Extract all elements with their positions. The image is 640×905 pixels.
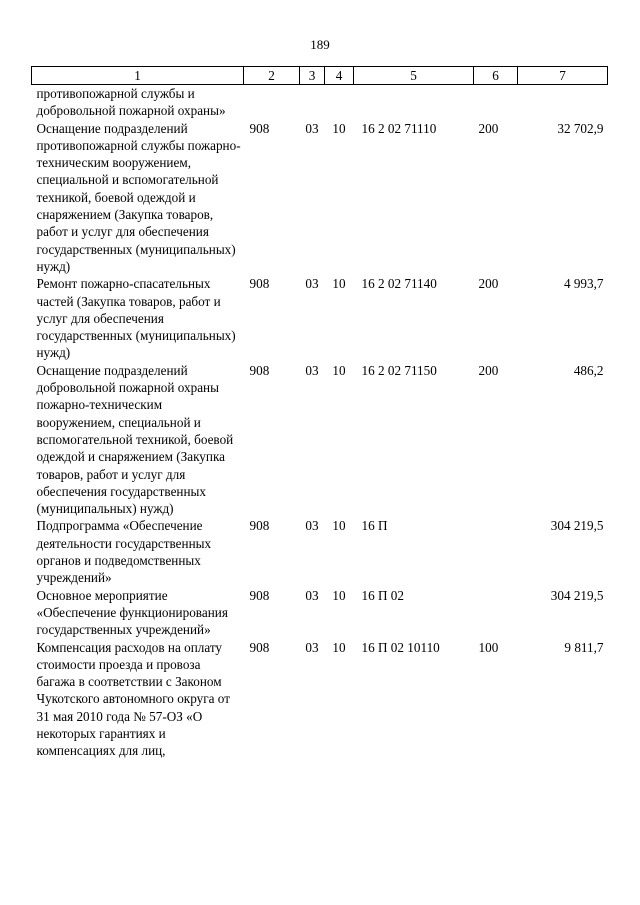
row-sum: 304 219,5 bbox=[550, 518, 604, 534]
column-header-6: 6 bbox=[474, 67, 518, 85]
table-row bbox=[32, 362, 608, 518]
row-sum: 32 702,9 bbox=[557, 120, 604, 136]
table-row bbox=[32, 85, 608, 120]
column-header-4: 4 bbox=[325, 67, 354, 85]
column-header-7: 7 bbox=[518, 67, 608, 85]
row-pr: 10 bbox=[332, 639, 346, 655]
row-vr bbox=[474, 85, 518, 120]
row-ved: 908 bbox=[249, 587, 270, 603]
row-csr: 16 2 02 71140 bbox=[361, 276, 437, 292]
row-rz: 03 bbox=[305, 120, 319, 136]
budget-table bbox=[31, 66, 608, 760]
row-name: противопожарной службы и добровольной пожарной охраны» bbox=[36, 86, 226, 119]
table-row bbox=[32, 275, 608, 361]
table-header-row bbox=[32, 67, 608, 85]
row-vr: 200 bbox=[478, 362, 499, 378]
row-name: Оснащение подразделений добровольной пожарной охраны пожарно-техническим вооружением, специальной и вспомогательной техникой, боевой одеждой и снаряжением (Закупка товаров, работ и услуг для обеспечения государственных (муниципальных) нужд) bbox=[36, 362, 234, 517]
row-csr: 16 2 02 71110 bbox=[361, 120, 437, 136]
table-row bbox=[32, 517, 608, 586]
row-name: Оснащение подразделений противопожарной службы пожарно-техническим вооружением, специальной и вспомогательной техникой, боевой одеждой и снаряжением (Закупка товаров, работ и услуг для обеспечения государственных (муниципальных) нужд) bbox=[36, 120, 241, 274]
table-row bbox=[32, 639, 608, 760]
column-header-2: 2 bbox=[244, 67, 300, 85]
column-header-5: 5 bbox=[354, 67, 474, 85]
page-number: 189 bbox=[310, 37, 330, 52]
row-name: Подпрограмма «Обеспечение деятельности государственных органов и подведомственных учреждений» bbox=[36, 518, 212, 586]
row-pr: 10 bbox=[332, 362, 346, 378]
row-ved: 908 bbox=[249, 639, 270, 655]
row-ved: 908 bbox=[249, 518, 270, 534]
row-ved: 908 bbox=[249, 120, 270, 136]
column-header-1: 1 bbox=[32, 67, 244, 85]
table-row bbox=[32, 587, 608, 639]
row-name: Основное мероприятие «Обеспечение функционирования государственных учреждений» bbox=[36, 587, 228, 638]
row-vr: 200 bbox=[478, 120, 499, 136]
table-row bbox=[32, 120, 608, 276]
row-name: Компенсация расходов на оплату стоимости проезда и провоза багажа в соответствии с Законом Чукотского автономного округа от 31 мая 2010 года № 57-ОЗ «О некоторых гарантиях и компенсациях для лиц, bbox=[36, 639, 230, 759]
row-name: Ремонт пожарно-спасательных частей (Закупка товаров, работ и услуг для обеспечения государственных (муниципальных) нужд) bbox=[36, 276, 236, 361]
row-sum: 4 993,7 bbox=[563, 276, 604, 292]
row-vr: 200 bbox=[478, 276, 499, 292]
row-sum bbox=[518, 85, 608, 120]
row-vr: 100 bbox=[478, 639, 499, 655]
row-pr bbox=[325, 85, 354, 120]
row-rz: 03 bbox=[305, 276, 319, 292]
row-vr bbox=[474, 517, 518, 586]
row-ved: 908 bbox=[249, 276, 270, 292]
row-csr: 16 П 02 bbox=[361, 587, 404, 603]
row-pr: 10 bbox=[332, 518, 346, 534]
row-csr bbox=[354, 85, 474, 120]
row-ved bbox=[244, 85, 300, 120]
row-pr: 10 bbox=[332, 587, 346, 603]
row-csr: 16 2 02 71150 bbox=[361, 362, 437, 378]
row-sum: 9 811,7 bbox=[564, 639, 604, 655]
row-sum: 304 219,5 bbox=[550, 587, 604, 603]
column-header-3: 3 bbox=[300, 67, 325, 85]
row-rz: 03 bbox=[305, 639, 319, 655]
row-vr bbox=[474, 587, 518, 639]
row-csr: 16 П 02 10110 bbox=[361, 639, 440, 655]
row-sum: 486,2 bbox=[573, 362, 604, 378]
row-pr: 10 bbox=[332, 276, 346, 292]
row-rz: 03 bbox=[305, 518, 319, 534]
row-ved: 908 bbox=[249, 362, 270, 378]
row-csr: 16 П bbox=[361, 518, 388, 534]
row-pr: 10 bbox=[332, 120, 346, 136]
row-rz: 03 bbox=[305, 587, 319, 603]
row-rz: 03 bbox=[305, 362, 319, 378]
row-rz bbox=[300, 85, 325, 120]
